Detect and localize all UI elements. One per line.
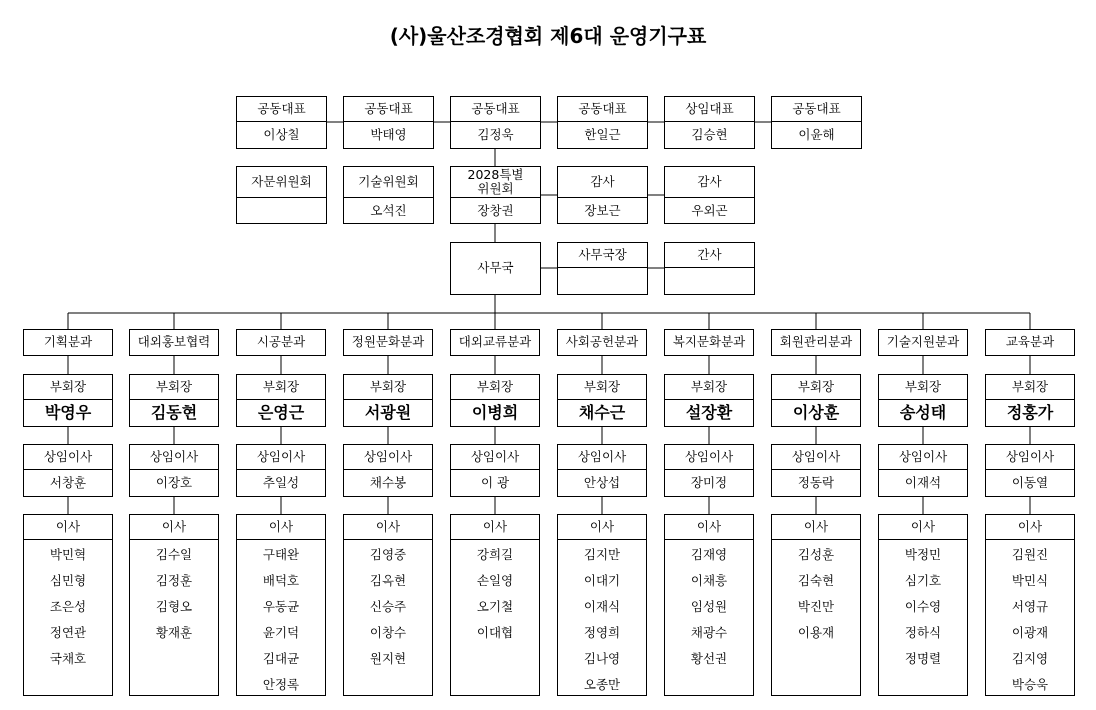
directors-list — [344, 539, 432, 695]
division-box — [557, 329, 647, 356]
division-name: 회원관리분과 — [779, 334, 853, 350]
leader-box — [771, 96, 862, 149]
committee-box — [450, 166, 541, 224]
vice-chair-box — [343, 374, 433, 427]
director-name: 황재훈 — [155, 625, 193, 640]
director-name: 이재식 — [583, 599, 621, 614]
vice-chair-name: 이병희 — [451, 399, 539, 427]
leader-role: 상임대표 — [685, 100, 734, 116]
director-name: 강희길 — [476, 547, 514, 562]
directors-box — [23, 514, 113, 696]
standing-director-box — [771, 444, 861, 497]
vice-chair-label: 부회장 — [155, 378, 193, 394]
directors-label: 이사 — [910, 518, 936, 534]
standing-director-label: 상임이사 — [149, 448, 199, 464]
vice-chair-name: 채수근 — [558, 399, 646, 427]
directors-label: 이사 — [268, 518, 294, 534]
leader-name: 한일근 — [558, 121, 647, 149]
director-name: 원지현 — [369, 651, 407, 666]
directors-box — [236, 514, 326, 696]
vice-chair-label: 부회장 — [49, 378, 87, 394]
standing-director-box — [23, 444, 113, 497]
division-box — [771, 329, 861, 356]
standing-director-name: 안상섭 — [558, 469, 646, 497]
directors-box — [557, 514, 647, 696]
leader-role: 공동대표 — [364, 100, 413, 116]
director-name: 정연관 — [49, 625, 87, 640]
director-name: 박진만 — [797, 599, 835, 614]
division-name: 기획분과 — [43, 334, 93, 350]
committee-role: 감사 — [590, 173, 615, 189]
standing-director-label: 상임이사 — [791, 448, 841, 464]
directors-list — [130, 539, 218, 695]
division-name: 사회공헌분과 — [565, 334, 639, 350]
director-name: 정하식 — [904, 625, 942, 640]
division-name: 교육분과 — [1005, 334, 1055, 350]
directors-list — [558, 539, 646, 695]
standing-director-box — [236, 444, 326, 497]
directors-list — [24, 539, 112, 695]
leader-name: 김정욱 — [451, 121, 540, 149]
office-secretary-box — [664, 242, 755, 295]
committee-name: 우외곤 — [665, 197, 754, 224]
leader-name: 김승현 — [665, 121, 754, 149]
division-box — [23, 329, 113, 356]
director-name: 김재영 — [690, 547, 728, 562]
committee-role: 자문위원회 — [251, 173, 312, 189]
vice-chair-name: 은영근 — [237, 399, 325, 427]
secretariat-label: 사무국 — [477, 260, 514, 276]
vice-chair-label: 부회장 — [1011, 378, 1049, 394]
director-name: 김나영 — [583, 651, 621, 666]
standing-director-box — [557, 444, 647, 497]
division-box — [878, 329, 968, 356]
office-director-name — [558, 267, 647, 295]
vice-chair-label: 부회장 — [583, 378, 621, 394]
vice-chair-label: 부회장 — [690, 378, 728, 394]
director-name: 이채흥 — [690, 573, 728, 588]
committee-box — [343, 166, 434, 224]
director-name: 이창수 — [369, 625, 407, 640]
committee-role: 감사 — [697, 173, 722, 189]
vice-chair-name: 이상훈 — [772, 399, 860, 427]
vice-chair-label: 부회장 — [904, 378, 942, 394]
standing-director-label: 상임이사 — [363, 448, 413, 464]
standing-director-name: 추일성 — [237, 469, 325, 497]
vice-chair-label: 부회장 — [476, 378, 514, 394]
vice-chair-box — [664, 374, 754, 427]
director-name: 윤기덕 — [262, 625, 300, 640]
standing-director-name: 채수봉 — [344, 469, 432, 497]
directors-list — [772, 539, 860, 695]
division-box — [450, 329, 540, 356]
standing-director-label: 상임이사 — [43, 448, 93, 464]
vice-chair-box — [450, 374, 540, 427]
directors-box — [771, 514, 861, 696]
leader-role: 공동대표 — [471, 100, 520, 116]
director-name: 구태완 — [262, 547, 300, 562]
office-secretary-role: 간사 — [697, 246, 722, 262]
director-name: 안정록 — [262, 677, 300, 692]
directors-list — [451, 539, 539, 695]
standing-director-name: 이재석 — [879, 469, 967, 497]
page-title: (사)울산조경협회 제6대 운영기구표 — [389, 24, 707, 48]
division-name: 기술지원분과 — [886, 334, 960, 350]
standing-director-name: 이 광 — [451, 469, 539, 497]
director-name: 박민혁 — [49, 547, 87, 562]
director-name: 김원진 — [1011, 547, 1049, 562]
director-name: 박승욱 — [1011, 677, 1049, 692]
vice-chair-label: 부회장 — [262, 378, 300, 394]
standing-director-box — [985, 444, 1075, 497]
committee-name: 장창권 — [451, 197, 540, 224]
director-name: 서영규 — [1011, 599, 1049, 614]
division-box — [343, 329, 433, 356]
vice-chair-box — [23, 374, 113, 427]
standing-director-label: 상임이사 — [684, 448, 734, 464]
standing-director-box — [878, 444, 968, 497]
directors-list — [237, 539, 325, 695]
leader-box — [557, 96, 648, 149]
standing-director-label: 상임이사 — [256, 448, 306, 464]
leader-role: 공동대표 — [792, 100, 841, 116]
vice-chair-box — [236, 374, 326, 427]
director-name: 박정민 — [904, 547, 942, 562]
vice-chair-box — [557, 374, 647, 427]
leader-name: 이상칠 — [237, 121, 326, 149]
directors-box — [129, 514, 219, 696]
director-name: 이용재 — [797, 625, 835, 640]
committee-name: 오석진 — [344, 197, 433, 224]
committee-role: 2028특별 위원회 — [467, 166, 524, 196]
committee-name — [237, 197, 326, 224]
standing-director-name: 이장호 — [130, 469, 218, 497]
standing-director-box — [450, 444, 540, 497]
division-name: 대외홍보협력 — [137, 334, 211, 350]
directors-label: 이사 — [482, 518, 508, 534]
standing-director-name: 정동락 — [772, 469, 860, 497]
director-name: 손일영 — [476, 573, 514, 588]
vice-chair-name: 서광원 — [344, 399, 432, 427]
director-name: 우동균 — [262, 599, 300, 614]
leader-role: 공동대표 — [257, 100, 306, 116]
standing-director-label: 상임이사 — [898, 448, 948, 464]
vice-chair-label: 부회장 — [797, 378, 835, 394]
director-name: 배덕호 — [262, 573, 300, 588]
vice-chair-name: 설장환 — [665, 399, 753, 427]
director-name: 심기호 — [904, 573, 942, 588]
directors-box — [664, 514, 754, 696]
office-director-box — [557, 242, 648, 295]
directors-label: 이사 — [1017, 518, 1043, 534]
division-name: 대외교류분과 — [458, 334, 532, 350]
directors-list — [665, 539, 753, 695]
director-name: 황선권 — [690, 651, 728, 666]
director-name: 김지영 — [1011, 651, 1049, 666]
director-name: 김성훈 — [797, 547, 835, 562]
leader-box — [236, 96, 327, 149]
standing-director-name: 장미정 — [665, 469, 753, 497]
director-name: 김숙현 — [797, 573, 835, 588]
division-name: 정원문화분과 — [351, 334, 425, 350]
leader-role: 공동대표 — [578, 100, 627, 116]
director-name: 정명렬 — [904, 651, 942, 666]
directors-label: 이사 — [803, 518, 829, 534]
director-name: 이대협 — [476, 625, 514, 640]
division-box — [985, 329, 1075, 356]
director-name: 국채호 — [49, 651, 87, 666]
secretariat-box — [450, 242, 541, 295]
leader-box — [343, 96, 434, 149]
division-box — [236, 329, 326, 356]
vice-chair-name: 정홍가 — [986, 399, 1074, 427]
committee-name: 장보근 — [558, 197, 647, 224]
directors-box — [985, 514, 1075, 696]
office-secretary-name — [665, 267, 754, 295]
vice-chair-name: 박영우 — [24, 399, 112, 427]
vice-chair-box — [985, 374, 1075, 427]
leader-name: 이윤해 — [772, 121, 861, 149]
leader-box — [664, 96, 755, 149]
directors-box — [343, 514, 433, 696]
vice-chair-name: 김동현 — [130, 399, 218, 427]
director-name: 김대균 — [262, 651, 300, 666]
directors-label: 이사 — [375, 518, 401, 534]
division-name: 복지문화분과 — [672, 334, 746, 350]
director-name: 박민식 — [1011, 573, 1049, 588]
director-name: 이대기 — [583, 573, 621, 588]
director-name: 정영희 — [583, 625, 621, 640]
committee-box — [557, 166, 648, 224]
committee-box — [664, 166, 755, 224]
director-name: 김형오 — [155, 599, 193, 614]
standing-director-label: 상임이사 — [1005, 448, 1055, 464]
directors-label: 이사 — [161, 518, 187, 534]
standing-director-label: 상임이사 — [470, 448, 520, 464]
directors-list — [879, 539, 967, 695]
committee-role: 기술위원회 — [358, 173, 419, 189]
committee-box — [236, 166, 327, 224]
standing-director-box — [664, 444, 754, 497]
director-name: 채광수 — [690, 625, 728, 640]
division-box — [664, 329, 754, 356]
director-name: 심민형 — [49, 573, 87, 588]
standing-director-box — [129, 444, 219, 497]
director-name: 이수영 — [904, 599, 942, 614]
division-box — [129, 329, 219, 356]
director-name: 김옥현 — [369, 573, 407, 588]
director-name: 김영중 — [369, 547, 407, 562]
director-name: 오종만 — [583, 677, 621, 692]
director-name: 김정훈 — [155, 573, 193, 588]
standing-director-name: 서창훈 — [24, 469, 112, 497]
director-name: 조은성 — [49, 599, 87, 614]
vice-chair-box — [129, 374, 219, 427]
vice-chair-box — [771, 374, 861, 427]
office-director-role: 사무국장 — [578, 246, 627, 262]
directors-box — [450, 514, 540, 696]
leader-name: 박태영 — [344, 121, 433, 149]
standing-director-name: 이동열 — [986, 469, 1074, 497]
vice-chair-label: 부회장 — [369, 378, 407, 394]
division-name: 시공분과 — [256, 334, 306, 350]
directors-label: 이사 — [696, 518, 722, 534]
director-name: 신승주 — [369, 599, 407, 614]
director-name: 임성원 — [690, 599, 728, 614]
directors-box — [878, 514, 968, 696]
directors-list — [986, 539, 1074, 695]
director-name: 이광재 — [1011, 625, 1049, 640]
vice-chair-box — [878, 374, 968, 427]
director-name: 김지만 — [583, 547, 621, 562]
leader-box — [450, 96, 541, 149]
standing-director-label: 상임이사 — [577, 448, 627, 464]
directors-label: 이사 — [55, 518, 81, 534]
director-name: 김수일 — [155, 547, 193, 562]
vice-chair-name: 송성태 — [879, 399, 967, 427]
standing-director-box — [343, 444, 433, 497]
director-name: 오기철 — [476, 599, 514, 614]
directors-label: 이사 — [589, 518, 615, 534]
